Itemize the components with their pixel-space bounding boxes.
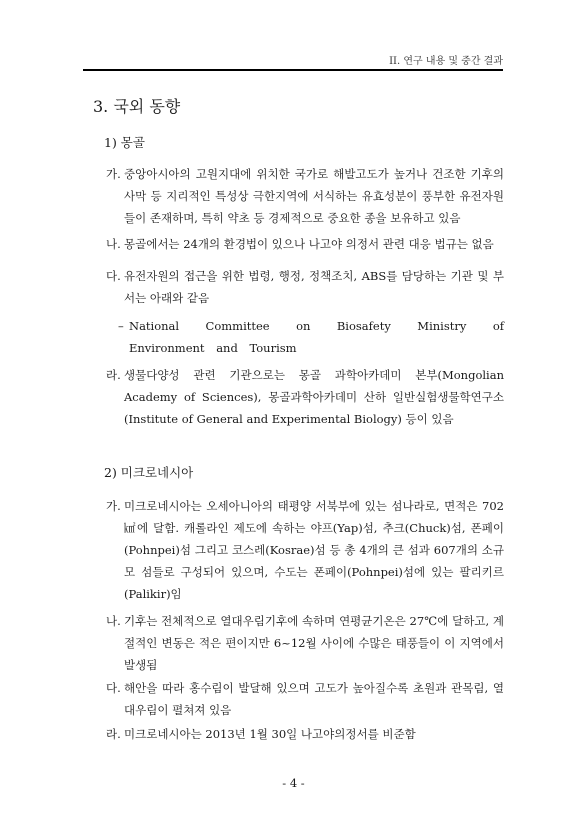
item-marker: 라. — [106, 368, 121, 382]
item-text: 기후는 전체적으로 열대우림기후에 속하며 연평균기온은 27℃에 달하고, 계절적인 변동은 적은 편이지만 6~12월 사이에 수많은 태풍들이 이 지역에서 발생됨 — [124, 614, 504, 672]
item-text: 몽골에서는 24개의 환경법이 있으나 나고야 의정서 관련 대응 법규는 없음 — [124, 237, 494, 251]
page-number: - 4 - — [282, 776, 305, 790]
subsection-heading-mongolia: 1) 몽골 — [104, 135, 145, 150]
dash-text: National Committee on Biosafety Ministry of Environment and Tourism — [129, 319, 504, 355]
item-marker: 다. — [106, 681, 121, 695]
item-marker: 나. — [106, 237, 121, 251]
item-text: 미크로네시아는 오세아니아의 태평양 서북부에 있는 섬나라로, 면적은 702㎢에 달함. 캐롤라인 제도에 속하는 야프(Yap)섬, 추크(Chuck)섬, 폰페이(Pohnpei)섬 그리고 코스레(Kosrae)섬 등 총 4개의 큰 섬과 607개의 소규모 섬들로 구성되어 있으며, 수도는 폰페이(Pohnpei)섬에 있는 팔리키르(Palikir)임 — [124, 499, 504, 601]
subsection-heading-micronesia: 2) 미크로네시아 — [104, 465, 194, 480]
item-marker: 가. — [106, 167, 121, 181]
dash-marker: – — [118, 319, 124, 333]
list-item — [106, 610, 504, 676]
header-rule — [83, 69, 503, 71]
list-item — [106, 265, 504, 309]
item-text: 유전자원의 접근을 위한 법령, 행정, 정책조치, ABS를 담당하는 기관 및 부서는 아래와 같음 — [124, 269, 504, 305]
list-item — [106, 723, 504, 745]
item-text: 미크로네시아는 2013년 1월 30일 나고야의정서를 비준함 — [124, 727, 416, 741]
list-item — [106, 495, 504, 605]
item-text: 중앙아시아의 고원지대에 위치한 국가로 해발고도가 높거나 건조한 기후의 사막 등 지리적인 특성상 극한지역에 서식하는 유효성분이 풍부한 유전자원들이 존재하며, 특히 약초 등 경제적으로 중요한 종을 보유하고 있음 — [124, 167, 504, 225]
list-item — [106, 233, 504, 255]
item-marker: 가. — [106, 499, 121, 513]
dash-item — [118, 315, 504, 359]
running-header: II. 연구 내용 및 중간 결과 — [389, 56, 503, 67]
item-text: 생물다양성 관련 기관으로는 몽골 과학아카데미 본부(Mongolian Academy of Sciences), 몽골과학아카데미 산하 일반실험생물학연구소(Institute of General and Experimental Biology) 등이 있음 — [124, 368, 504, 426]
item-text: 해안을 따라 홍수림이 발달해 있으며 고도가 높아질수록 초원과 관목림, 열대우림이 펼쳐져 있음 — [124, 681, 504, 717]
list-item — [106, 364, 504, 430]
list-item — [106, 677, 504, 721]
item-marker: 다. — [106, 269, 121, 283]
list-item — [106, 163, 504, 229]
item-marker: 라. — [106, 727, 121, 741]
section-title: 3. 국외 동향 — [93, 97, 181, 116]
item-marker: 나. — [106, 614, 121, 628]
